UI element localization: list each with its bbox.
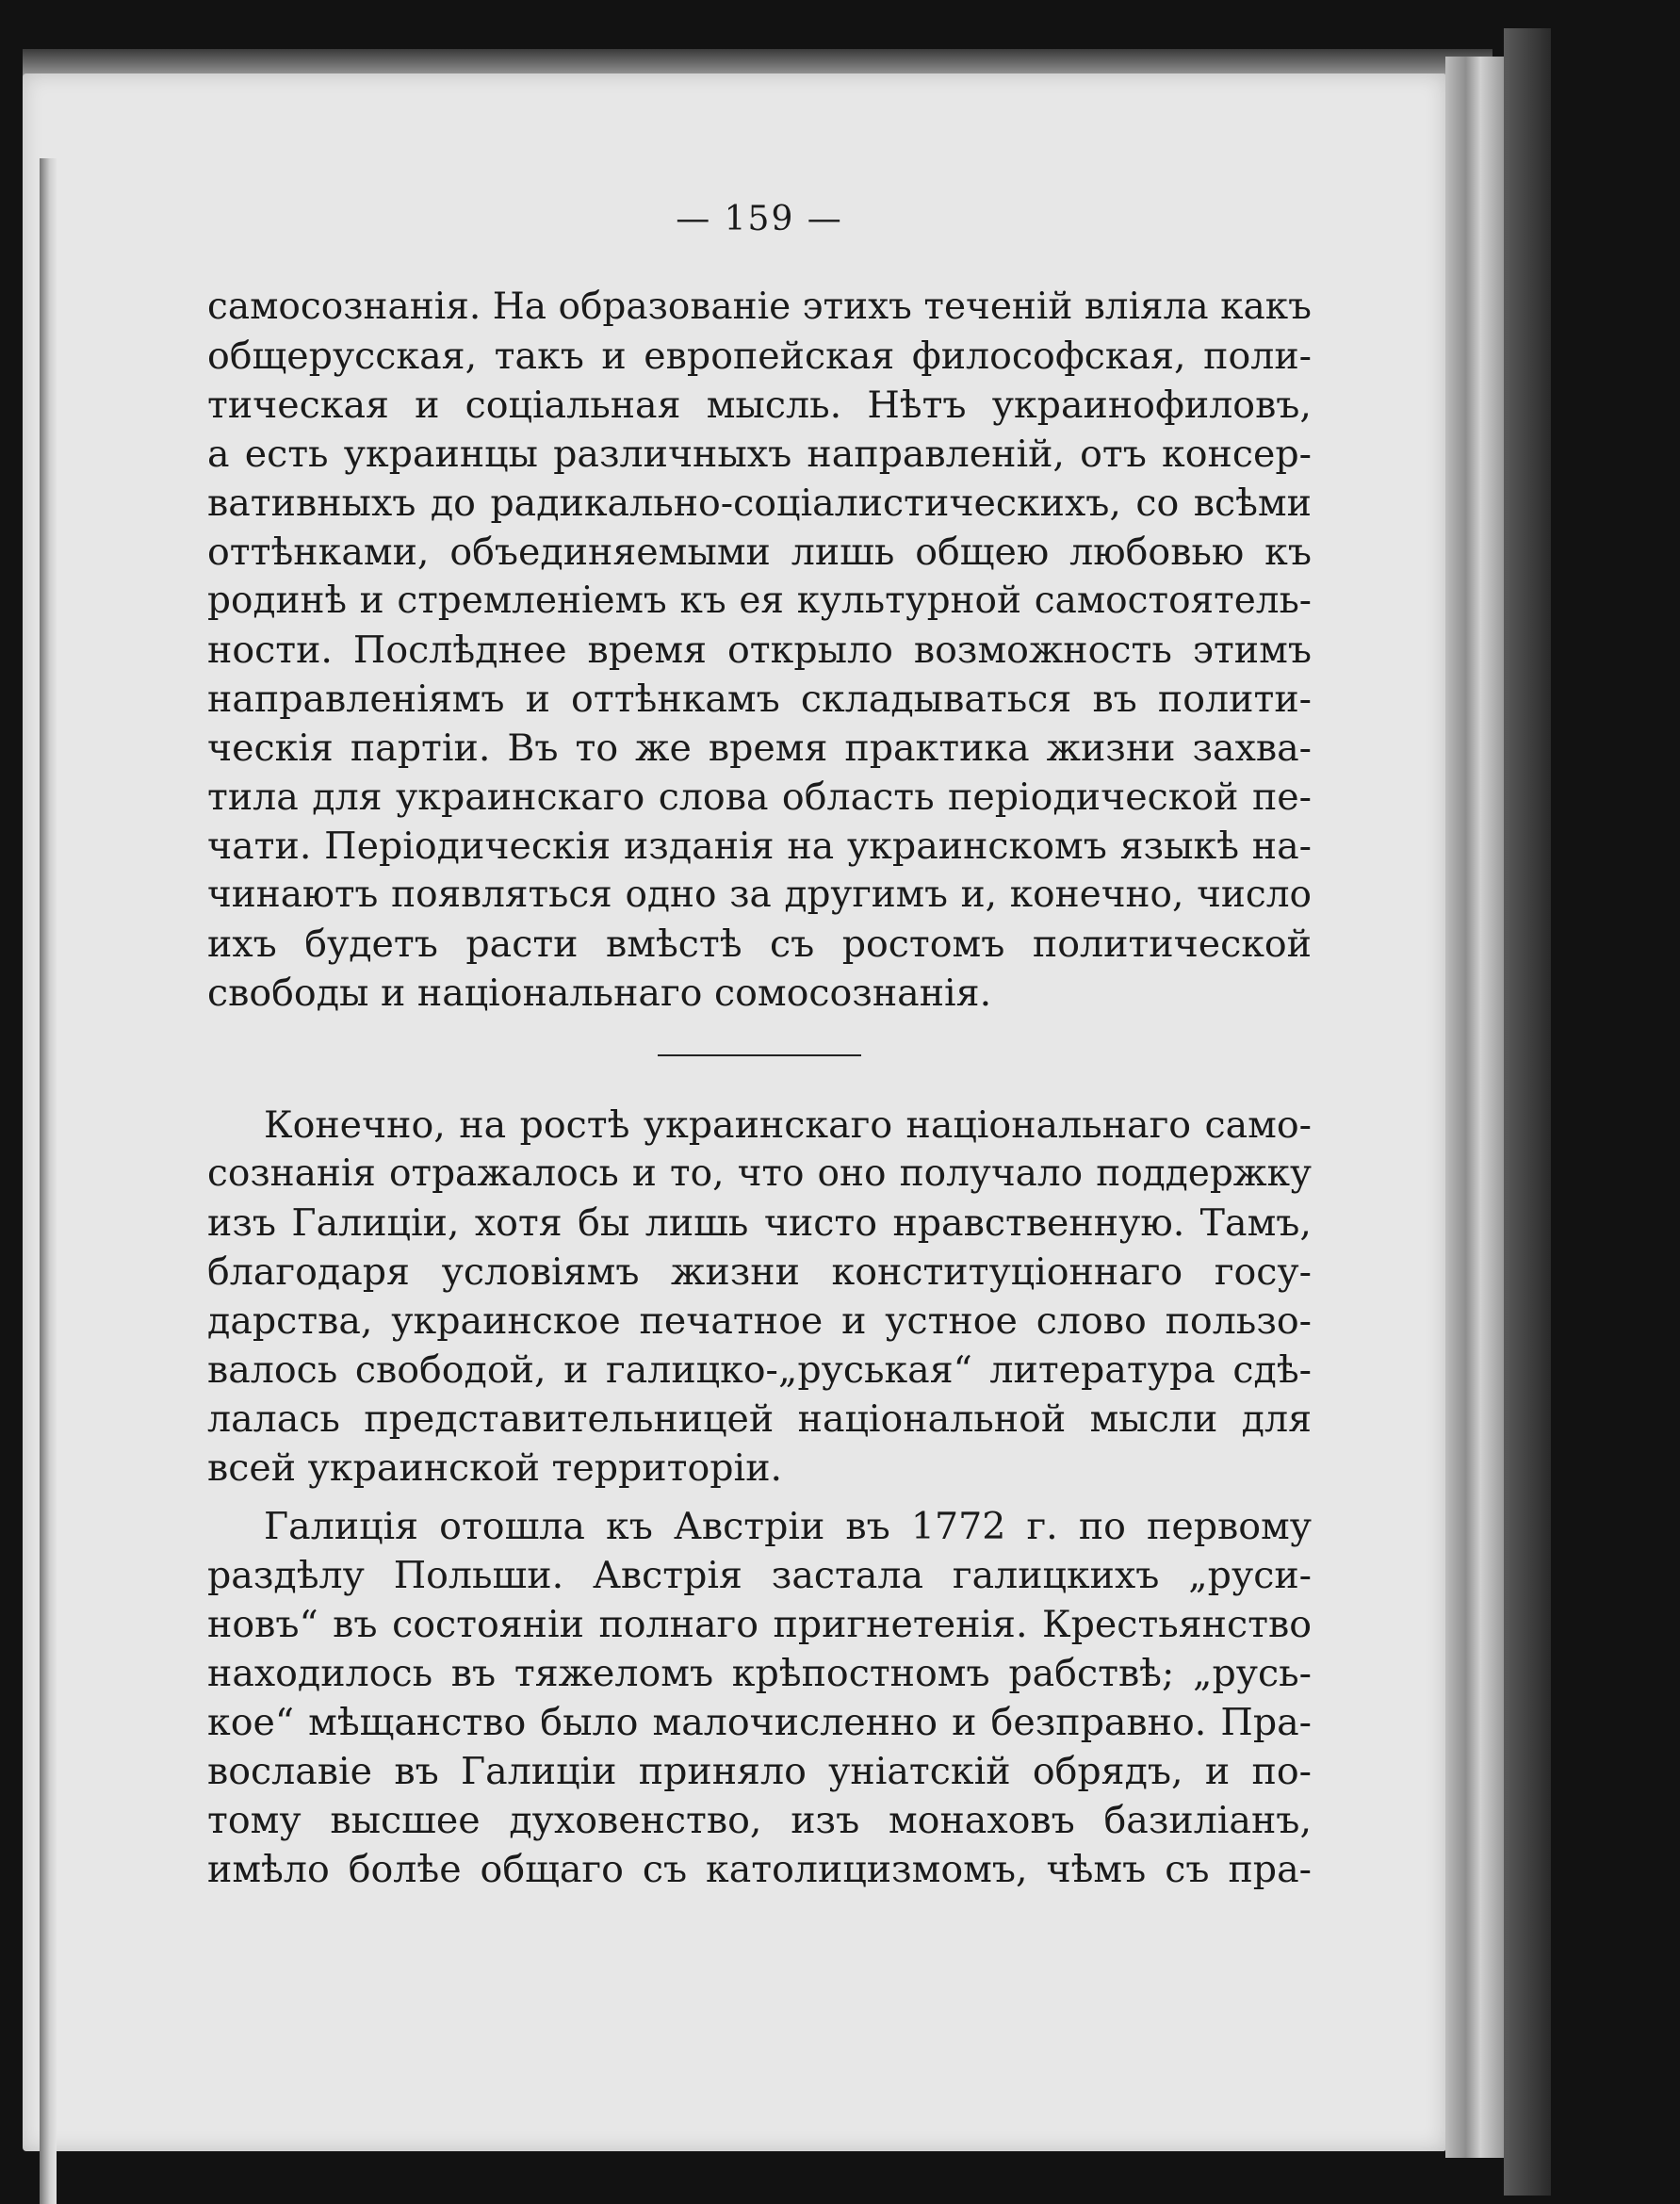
text-line: сознанія отражалось и то, что оно получало поддержку — [207, 1152, 1312, 1195]
text-line: находилось въ тяжеломъ крѣпостномъ рабствѣ; „русь- — [207, 1652, 1312, 1695]
text-line: чати. Періодическія изданія на украинскомъ языкѣ на- — [207, 824, 1312, 868]
text-line: направленіямъ и оттѣнкамъ складываться въ полити- — [207, 678, 1312, 721]
text-line: кое“ мѣщанство было малочисленно и безправно. Пра- — [207, 1701, 1312, 1744]
text-line: ности. Послѣднее время открыло возможность этимъ — [207, 629, 1312, 672]
text-line: Конечно, на ростѣ украинскаго національнаго само- — [264, 1103, 1312, 1147]
text-line: всей украинской территоріи. — [207, 1446, 783, 1490]
text-line: тическая и соціальная мысль. Нѣтъ украинофиловъ, — [207, 384, 1312, 427]
page-gutter-edge — [40, 158, 57, 2204]
text-line: изъ Галиціи, хотя бы лишь чисто нравственную. Тамъ, — [207, 1201, 1312, 1245]
text-line: самосознанія. На образованіе этихъ теченій вліяла какъ — [207, 286, 1312, 328]
text-line: чинаютъ появляться одно за другимъ и, конечно, число — [207, 873, 1312, 916]
text-line: новъ“ въ состояніи полнаго пригнетенія. Крестьянство — [207, 1603, 1312, 1646]
text-line: дарства, украинское печатное и устное слово пользо- — [207, 1299, 1312, 1343]
text-line: тила для украинскаго слова область періодической пе- — [207, 775, 1312, 819]
text-line: ческія партіи. Въ то же время практика жизни захва- — [207, 727, 1312, 770]
text-line: общерусская, такъ и европейская философская, поли- — [207, 335, 1312, 378]
text-line: раздѣлу Польши. Австрія застала галицкихъ „руси- — [207, 1554, 1312, 1597]
text-line: родинѣ и стремленіемъ къ ея культурной самостоятель- — [207, 580, 1312, 622]
text-line: свободы и національнаго сомосознанія. — [207, 971, 992, 1015]
text-line: а есть украинцы различныхъ направленій, отъ консер- — [207, 433, 1312, 476]
adjacent-page-edge — [1445, 57, 1504, 2158]
text-line: оттѣнками, объединяемыми лишь общею любовью къ — [207, 531, 1312, 574]
page-number: — 159 — — [676, 200, 843, 238]
text-line: Галиція отошла къ Австріи въ 1772 г. по первому — [264, 1505, 1312, 1548]
text-line: лалась представительницей національной мысли для — [207, 1397, 1312, 1441]
text-line: тому высшее духовенство, изъ монаховъ базиліанъ, — [207, 1799, 1312, 1842]
text-line: вативныхъ до радикально-соціалистическихъ, со всѣми — [207, 482, 1312, 525]
text-line: имѣло болѣе общаго съ католицизмомъ, чѣмъ съ пра- — [207, 1848, 1312, 1891]
text-line: вославіе въ Галиціи приняло уніатскій обрядъ, и по- — [207, 1750, 1312, 1793]
text-line: валось свободой, и галицко-„руськая“ литература сдѣ- — [207, 1348, 1312, 1392]
book-cover-edge — [1504, 28, 1551, 2196]
section-divider — [658, 1054, 861, 1056]
text-line: ихъ будетъ расти вмѣстѣ съ ростомъ политической — [207, 922, 1312, 966]
text-line: благодаря условіямъ жизни конституціоннаго госу- — [207, 1250, 1312, 1294]
